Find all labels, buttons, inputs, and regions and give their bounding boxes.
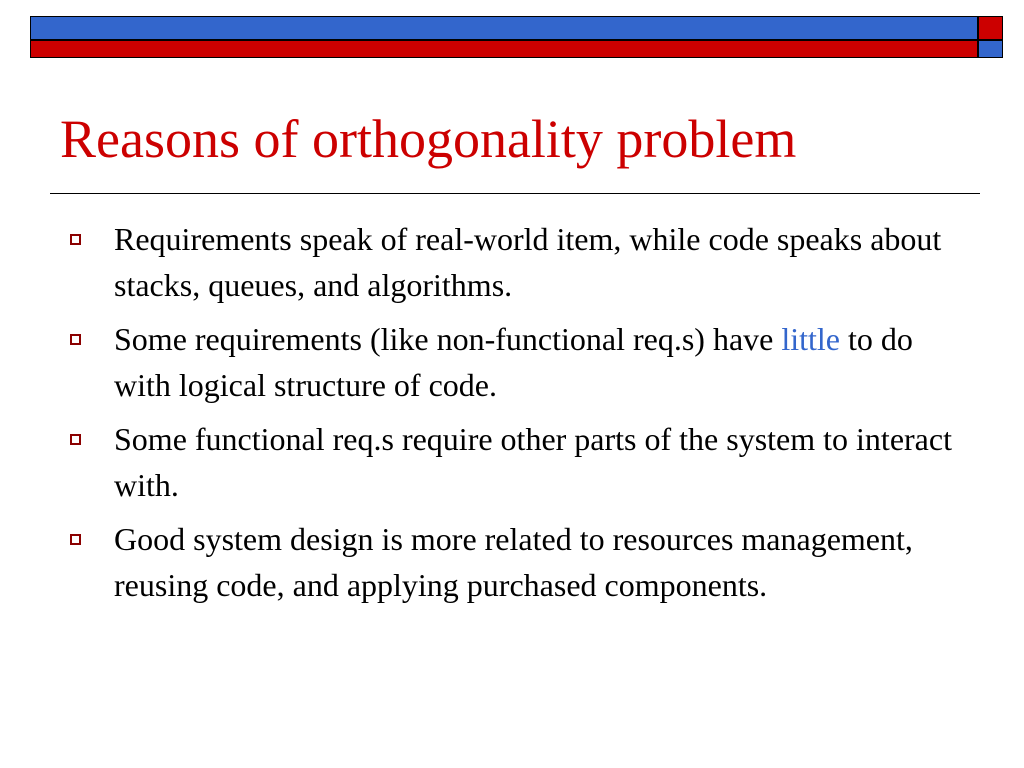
bullet-item	[64, 416, 954, 508]
hollow-square-icon	[70, 434, 81, 445]
header-bar-red	[30, 40, 978, 58]
bullet-text-part: to do with logical structure of code.	[114, 321, 913, 403]
bullet-item	[64, 216, 954, 308]
bullet-text: Good system design is more related to resources management, reusing code, and applying purchased components.	[114, 521, 913, 603]
bullet-text: Requirements speak of real-world item, while code speaks about stacks, queues, and algorithms.	[114, 221, 942, 303]
header-bar-blue	[30, 16, 978, 40]
hollow-square-icon	[70, 234, 81, 245]
bullet-item	[64, 516, 954, 608]
bullet-list	[64, 216, 954, 616]
hollow-square-icon	[70, 334, 81, 345]
bullet-highlight-word: little	[781, 321, 840, 357]
bullet-item	[64, 316, 954, 408]
bullet-text-part: Some requirements (like non-functional req.s) have	[114, 321, 782, 357]
bullet-text: Some functional req.s require other parts of the system to interact with.	[114, 421, 952, 503]
header-square-red	[978, 16, 1003, 40]
slide-title: Reasons of orthogonality problem	[60, 109, 797, 169]
title-divider	[50, 193, 980, 194]
header-square-blue	[978, 40, 1003, 58]
hollow-square-icon	[70, 534, 81, 545]
